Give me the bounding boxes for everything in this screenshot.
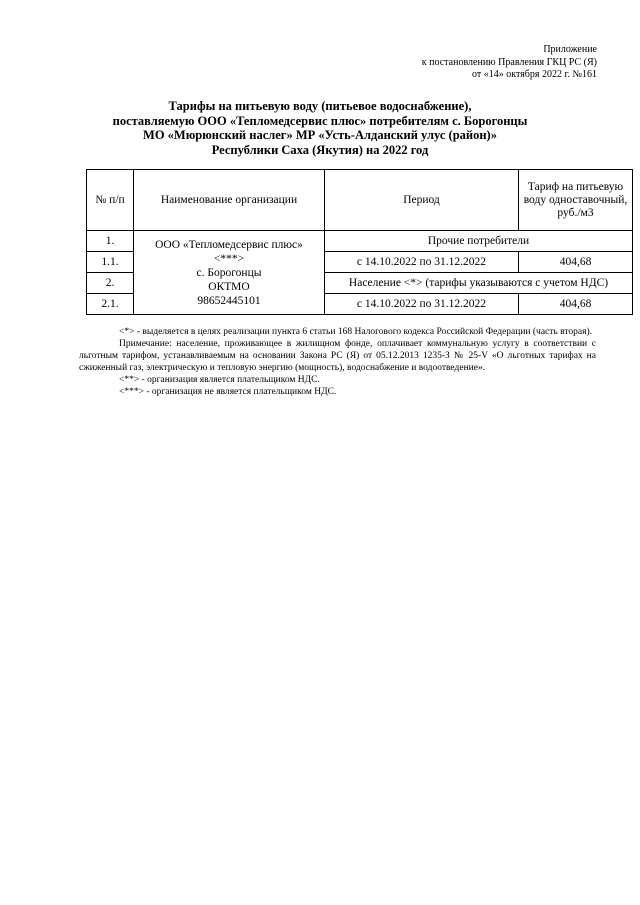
title-line-2: поставляемую ООО «Тепломедсервис плюс» потребителям с. Борогонцы [112,113,528,128]
row-period: с 14.10.2022 по 31.12.2022 [325,252,519,273]
org-name: ООО «Тепломедсервис плюс» [155,238,303,251]
footnote-non-vat-payer: <***> - организация не является плательщиком НДС. [119,387,337,397]
appendix-header [422,44,597,82]
appendix-line-2: к постановлению Правления ГКЦ РС (Я) [421,56,597,68]
row-num: 1.1. [87,252,134,273]
tariff-table [86,169,633,315]
footnote-vat-allocation: <*> - выделяется в целях реализации пункта 6 статьи 168 Налогового кодекса Российской Федерации (часть вторая). [119,327,593,337]
row-tariff: 404,68 [519,294,633,315]
group-label: Население <*> (тарифы указываются с учетом НДС) [325,273,633,294]
organization-cell [134,231,325,315]
document-title [40,99,600,157]
title-line-1: Тарифы на питьевую воду (питьевое водоснабжение), [168,99,472,113]
row-tariff: 404,68 [519,252,633,273]
header-period: Период [325,170,519,231]
footnote-population-note: Примечание: население, проживающее в жилищном фонде, оплачивает коммунальную услугу в соответствии с льготным тарифом, устанавливаемым на основании Закона РС (Я) от 05.12.2013 1235-З № 25-V «О льготных тарифах на сжиженный газ, электрическую и тепловую энергию (мощность), водоснабжение и водоотведение». [79,339,596,373]
title-line-4: Республики Саха (Якутия) на 2022 год [211,142,429,157]
header-tariff: Тариф на питьевую воду одноставочный, руб./м3 [519,170,633,231]
appendix-line-1: Приложение [543,44,597,55]
row-num: 1. [87,231,134,252]
table-row [87,231,633,252]
title-line-3: МО «Мюрюнский наслег» МР «Усть-Алданский улус (район)» [143,128,497,142]
header-org: Наименование организации [134,170,325,231]
org-vat-mark: <***> [213,252,245,265]
group-label: Прочие потребители [325,231,633,252]
footnote-vat-payer: <**> - организация является плательщиком НДС. [119,375,320,385]
org-oktmo-label: ОКТМО [208,280,250,293]
row-period: с 14.10.2022 по 31.12.2022 [325,294,519,315]
row-num: 2.1. [87,294,134,315]
org-settlement: с. Борогонцы [196,266,262,279]
table-header-row [87,170,633,231]
footnotes [79,326,596,398]
org-oktmo-code: 98652445101 [197,294,261,307]
header-num: № п/п [87,170,134,231]
appendix-line-3: от «14» октября 2022 г. №161 [471,69,597,80]
row-num: 2. [87,273,134,294]
